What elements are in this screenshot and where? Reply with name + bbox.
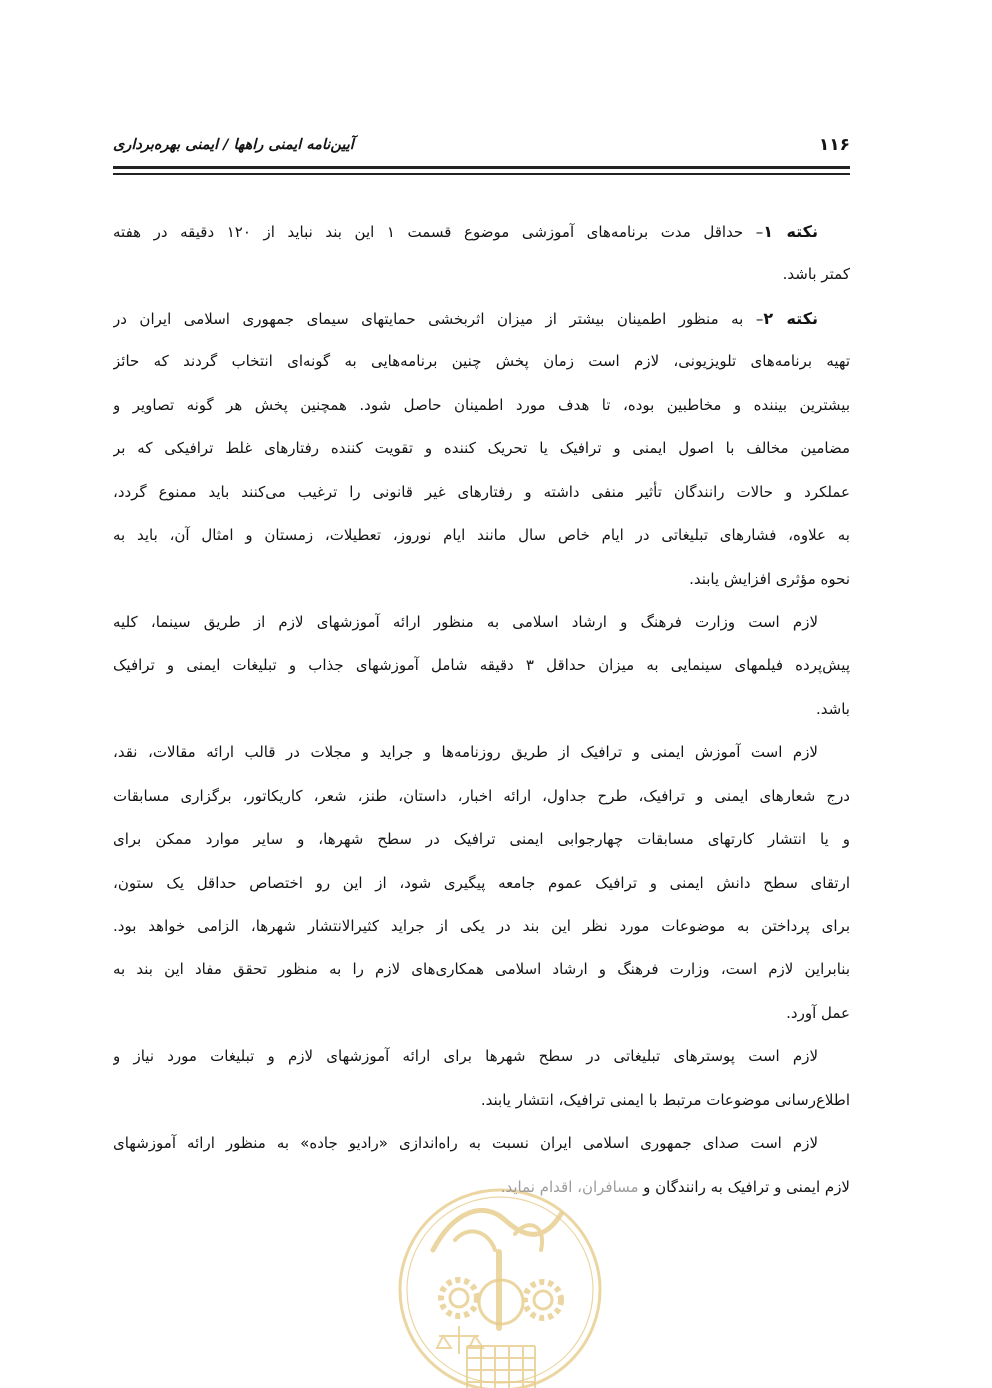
running-header	[113, 131, 850, 159]
text-line: به علاوه، فشارهای تبلیغاتی در ایام خاص سال مانند ایام نوروز، تعطیلات، زمستان و امثال آن، باید به	[113, 526, 850, 545]
paragraph-note-2	[113, 297, 850, 601]
text-line: ارتقای سطح دانش ایمنی و ترافیک عموم جامعه پیگیری شود، از این رو اختصاص حداقل یک ستون،	[113, 873, 850, 892]
header-rule-thick	[113, 166, 850, 169]
text-line: مضامین مخالف با اصول ایمنی و ترافیک یا تحریک کننده و تقویت کننده رفتارهای غلط ترافیکی که بر	[113, 439, 850, 458]
text-line: عملکرد و حالات رانندگان تأثیر منفی داشته و رفتارهای غیر قانونی را ترغیب می‌کنند باید ممنوع گردد،	[113, 482, 850, 501]
text-line: بنابراین لازم است، وزارت فرهنگ و ارشاد اسلامی همکاری‌های لازم را به منظور تحقق مفاد این بند به	[113, 960, 850, 979]
text-line: لازم است صدای جمهوری اسلامی ایران نسبت به راه‌اندازی «رادیو جاده» به منظور ارائه آموزشهای	[113, 1134, 818, 1153]
note-label: نکته ۱	[763, 222, 818, 241]
text-line: درج شعارهای ایمنی و ترافیک، طرح جداول، ارائه اخبار، داستان، طنز، شعر، کاریکاتور، برگزاری مسابقات	[113, 786, 850, 805]
body-text	[113, 210, 850, 1209]
faded-line-text: مسافران، اقدام نماید.	[500, 1177, 639, 1196]
text-line: تهیه برنامه‌های تلویزیونی، لازم است زمان پخش چنین برنامه‌هایی به گونه‌ای انتخاب گردند که حائز	[113, 352, 850, 371]
seal-grid-icon	[467, 1346, 535, 1388]
paragraph-posters	[113, 1035, 850, 1122]
header-rule-thin	[113, 173, 850, 175]
running-title: آیین‌نامه ایمنی راهها / ایمنی بهره‌برداری	[113, 137, 354, 153]
page-number: ۱۱۶	[818, 135, 850, 155]
text-line: اطلاع‌رسانی موضوعات مرتبط با ایمنی ترافیک، انتشار یابند.	[480, 1090, 850, 1109]
watermark-seal-icon	[395, 1178, 605, 1388]
paragraph-radio	[113, 1122, 850, 1209]
text-line: برای پرداختن به موضوعات مورد نظر این بند در یکی از جراید کثیرالانتشار شهرها، الزامی خواهد بود.	[113, 917, 850, 935]
text-line	[113, 297, 850, 340]
text-line: بیشترین بیننده و مخاطبین بوده، تا هدف مورد اطمینان حاصل شود. همچنین پخش هر گونه تصاویر و	[113, 395, 850, 414]
text-line: لازم است پوسترهای تبلیغاتی در سطح شهرها برای ارائه آموزشهای لازم و تبلیغات مورد نیاز و	[113, 1047, 818, 1066]
text-line	[113, 210, 850, 253]
text-line: لازم است آموزش ایمنی و ترافیک از طریق روزنامه‌ها و جراید و مجلات در قالب ارائه مقالات، نقد،	[113, 743, 818, 762]
line-text: لازم ایمنی و ترافیک به رانندگان و	[643, 1177, 850, 1196]
line-text: – حداقل مدت برنامه‌های آموزشی موضوع قسمت ۱ این بند نباید از ۱۲۰ دقیقه در هفته	[113, 223, 764, 241]
text-line: نحوه مؤثری افزایش یابند.	[689, 569, 850, 588]
text-line: عمل آورد.	[786, 1003, 850, 1022]
text-line: و یا انتشار کارتهای مسابقات چهارجوابی ایمنی ترافیک در سطح شهرها، و سایر موارد ممکن برای	[113, 830, 850, 849]
paragraph-press	[113, 731, 850, 1035]
text-line: باشد.	[816, 699, 850, 718]
text-line: پیش‌پرده فیلمهای سینمایی به میزان حداقل ۳ دقیقه شامل آموزشهای جذاب و تبلیغات ایمنی و ترافیک	[113, 656, 850, 675]
text-line: لازم است وزارت فرهنگ و ارشاد اسلامی به منظور ارائه آموزشهای لازم از طریق سینما، کلیه	[113, 612, 818, 631]
seal-scales-icon	[437, 1326, 483, 1354]
line-text: – به منظور اطمینان بیشتر از میزان اثربخشی حمایتهای سیمای جمهوری اسلامی ایران در	[113, 309, 764, 328]
text-line	[113, 1166, 850, 1209]
paragraph-cinema	[113, 601, 850, 731]
note-label: نکته ۲	[763, 308, 818, 328]
text-line: کمتر باشد.	[782, 265, 850, 284]
paragraph-note-1	[113, 210, 850, 297]
